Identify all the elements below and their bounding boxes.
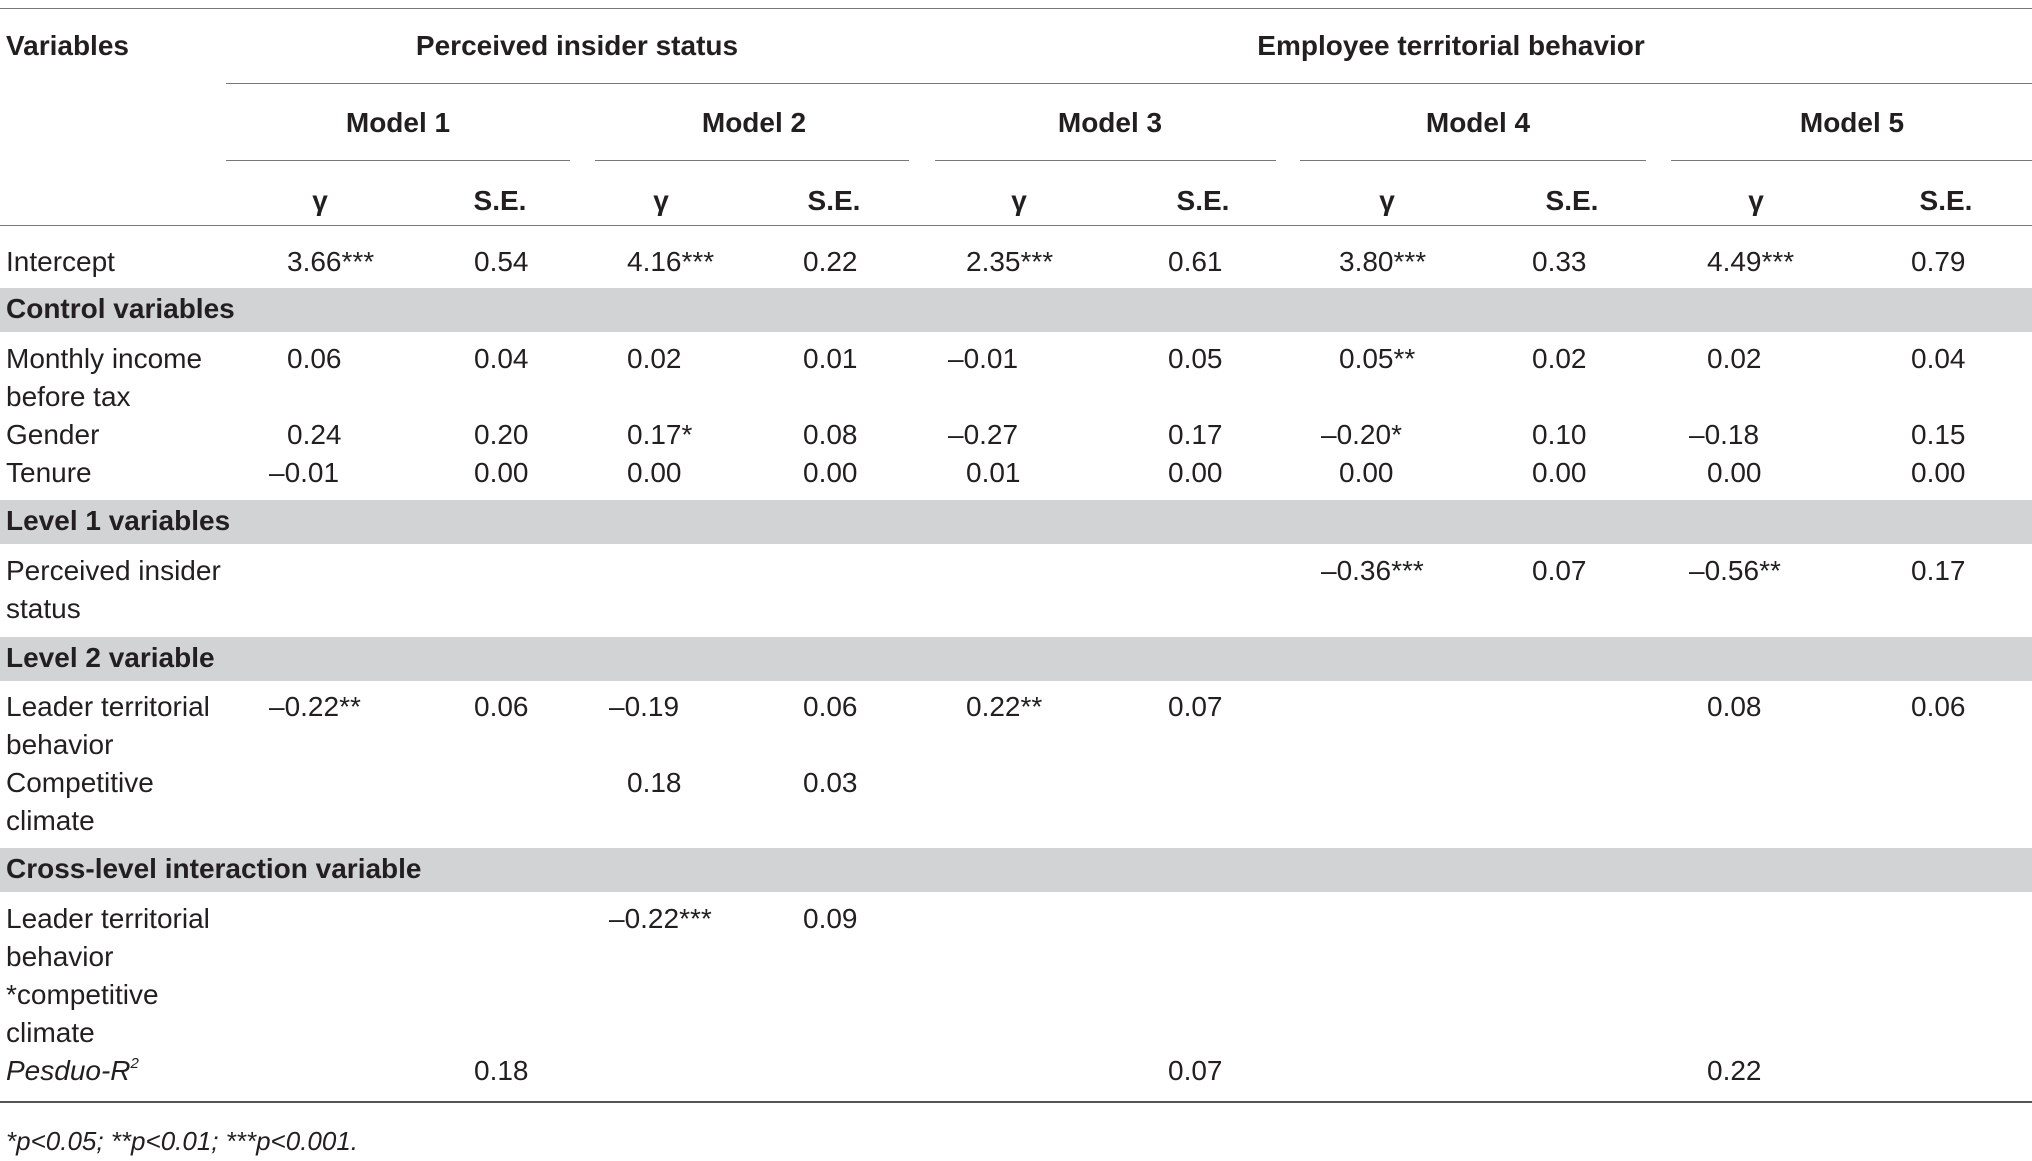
coef-header-m4: γ xyxy=(1379,185,1395,216)
row-label-pis-line1: Perceived insider xyxy=(6,555,221,586)
se-header-m5: S.E. xyxy=(1919,185,1973,216)
model-header-4: Model 4 xyxy=(1425,107,1531,138)
cell-cc-m2-coef: 0.18 xyxy=(627,767,682,798)
model-header-2: Model 2 xyxy=(701,107,807,138)
cell-income-m1-coef: 0.06 xyxy=(287,343,342,374)
cell-gender-m1-coef: 0.24 xyxy=(287,419,342,450)
coef-header-m2: γ xyxy=(653,185,669,216)
cell-income-m5-coef: 0.02 xyxy=(1707,343,1762,374)
cell-tenure-m5-se: 0.00 xyxy=(1911,457,1966,488)
row-label-r2 xyxy=(6,1052,139,1090)
cell-gender-m5-coef: –0.18 xyxy=(1689,419,1760,450)
cell-intercept-m4-coef: 3.80*** xyxy=(1339,246,1427,277)
cell-income-m5-se: 0.04 xyxy=(1911,343,1966,374)
cell-ltb-m5-coef: 0.08 xyxy=(1707,691,1762,722)
cell-intercept-m2-coef: 4.16*** xyxy=(627,246,715,277)
cell-ltb-m2-se: 0.06 xyxy=(803,691,858,722)
cell-ltb-m1-coef: –0.22** xyxy=(269,691,361,722)
row-label-ltb-line2: behavior xyxy=(6,729,114,760)
section-label-control: Control variables xyxy=(6,293,235,324)
cell-intercept-m4-se: 0.33 xyxy=(1532,246,1587,277)
se-header-m4: S.E. xyxy=(1545,185,1599,216)
section-band-level1 xyxy=(0,500,2032,544)
row-label-gender: Gender xyxy=(6,419,100,450)
cell-r2-m3: 0.07 xyxy=(1168,1055,1223,1086)
cell-intercept-m2-se: 0.22 xyxy=(803,246,858,277)
cell-intercept-m5-se: 0.79 xyxy=(1911,246,1966,277)
variables-header: Variables xyxy=(6,30,129,61)
cell-pis-m5-se: 0.17 xyxy=(1911,555,1966,586)
cell-pis-m4-coef: –0.36*** xyxy=(1321,555,1424,586)
row-label-income-line1: Monthly income xyxy=(6,343,203,374)
se-header-m2: S.E. xyxy=(807,185,861,216)
cell-income-m2-coef: 0.02 xyxy=(627,343,682,374)
model2-underline xyxy=(595,160,909,161)
cell-cc-m2-se: 0.03 xyxy=(803,767,858,798)
group-header-insider: Perceived insider status xyxy=(415,30,739,61)
cell-ltb-m3-coef: 0.22** xyxy=(966,691,1043,722)
cell-tenure-m3-coef: 0.01 xyxy=(966,457,1021,488)
r2-label-text: Pesduo-R xyxy=(6,1055,131,1086)
cell-tenure-m2-se: 0.00 xyxy=(803,457,858,488)
cell-tenure-m3-se: 0.00 xyxy=(1168,457,1223,488)
cell-income-m4-se: 0.02 xyxy=(1532,343,1587,374)
cell-gender-m3-coef: –0.27 xyxy=(948,419,1019,450)
model5-underline xyxy=(1671,160,2032,161)
cell-income-m3-se: 0.05 xyxy=(1168,343,1223,374)
cell-income-m3-coef: –0.01 xyxy=(948,343,1019,374)
cell-gender-m3-se: 0.17 xyxy=(1168,419,1223,450)
cell-tenure-m4-se: 0.00 xyxy=(1532,457,1587,488)
cell-pis-m5-coef: –0.56** xyxy=(1689,555,1781,586)
row-label-income-line2: before tax xyxy=(6,381,131,412)
cell-intercept-m3-se: 0.61 xyxy=(1168,246,1223,277)
cell-pis-m4-se: 0.07 xyxy=(1532,555,1587,586)
section-label-level1: Level 1 variables xyxy=(6,505,231,536)
model1-underline xyxy=(226,160,570,161)
cell-intercept-m5-coef: 4.49*** xyxy=(1707,246,1795,277)
group-header-territorial: Employee territorial behavior xyxy=(1257,30,1645,61)
cell-tenure-m1-coef: –0.01 xyxy=(269,457,340,488)
cell-inter-m2-se: 0.09 xyxy=(803,903,858,934)
cell-r2-m5: 0.22 xyxy=(1707,1055,1762,1086)
cell-inter-m2-coef: –0.22*** xyxy=(609,903,712,934)
cell-intercept-m1-coef: 3.66*** xyxy=(287,246,375,277)
row-label-inter-line1: Leader territorial xyxy=(6,903,210,934)
model4-underline xyxy=(1300,160,1646,161)
coef-header-m3: γ xyxy=(1011,185,1027,216)
cell-gender-m2-coef: 0.17* xyxy=(627,419,693,450)
cell-gender-m4-se: 0.10 xyxy=(1532,419,1587,450)
cell-ltb-m1-se: 0.06 xyxy=(474,691,529,722)
cell-ltb-m3-se: 0.07 xyxy=(1168,691,1223,722)
cell-intercept-m3-coef: 2.35*** xyxy=(966,246,1054,277)
row-label-intercept: Intercept xyxy=(6,246,115,277)
significance-footnote: *p<0.05; **p<0.01; ***p<0.001. xyxy=(6,1126,359,1156)
row-label-inter-line2: behavior xyxy=(6,941,114,972)
cell-tenure-m4-coef: 0.00 xyxy=(1339,457,1394,488)
cell-ltb-m2-coef: –0.19 xyxy=(609,691,680,722)
row-label-cc-line2: climate xyxy=(6,805,95,836)
model-header-1: Model 1 xyxy=(345,107,451,138)
cell-intercept-m1-se: 0.54 xyxy=(474,246,529,277)
r2-superscript: 2 xyxy=(130,1055,139,1072)
model-header-5: Model 5 xyxy=(1799,107,1905,138)
cell-r2-m1: 0.18 xyxy=(474,1055,529,1086)
cell-gender-m4-coef: –0.20* xyxy=(1321,419,1402,450)
cell-ltb-m5-se: 0.06 xyxy=(1911,691,1966,722)
group-underline xyxy=(226,83,2032,84)
cell-income-m4-coef: 0.05** xyxy=(1339,343,1416,374)
row-label-cc-line1: Competitive xyxy=(6,767,154,798)
model3-underline xyxy=(935,160,1276,161)
top-rule xyxy=(0,8,2032,9)
row-label-inter-line4: climate xyxy=(6,1017,95,1048)
cell-income-m2-se: 0.01 xyxy=(803,343,858,374)
coef-header-m1: γ xyxy=(312,185,328,216)
section-label-level2: Level 2 variable xyxy=(6,642,215,673)
cell-gender-m1-se: 0.20 xyxy=(474,419,529,450)
cell-gender-m2-se: 0.08 xyxy=(803,419,858,450)
cell-tenure-m5-coef: 0.00 xyxy=(1707,457,1762,488)
section-band-level2 xyxy=(0,637,2032,681)
cell-tenure-m2-coef: 0.00 xyxy=(627,457,682,488)
section-label-cross: Cross-level interaction variable xyxy=(6,853,422,884)
row-label-inter-line3: *competitive xyxy=(6,979,159,1010)
cell-income-m1-se: 0.04 xyxy=(474,343,529,374)
coef-header-m5: γ xyxy=(1748,185,1764,216)
row-label-tenure: Tenure xyxy=(6,457,92,488)
cell-tenure-m1-se: 0.00 xyxy=(474,457,529,488)
row-label-ltb-line1: Leader territorial xyxy=(6,691,210,722)
model-header-3: Model 3 xyxy=(1057,107,1163,138)
bottom-rule xyxy=(0,1101,2032,1103)
header-bottom-rule xyxy=(0,225,2032,226)
section-band-control xyxy=(0,288,2032,332)
se-header-m1: S.E. xyxy=(473,185,527,216)
se-header-m3: S.E. xyxy=(1176,185,1230,216)
row-label-pis-line2: status xyxy=(6,593,81,624)
cell-gender-m5-se: 0.15 xyxy=(1911,419,1966,450)
